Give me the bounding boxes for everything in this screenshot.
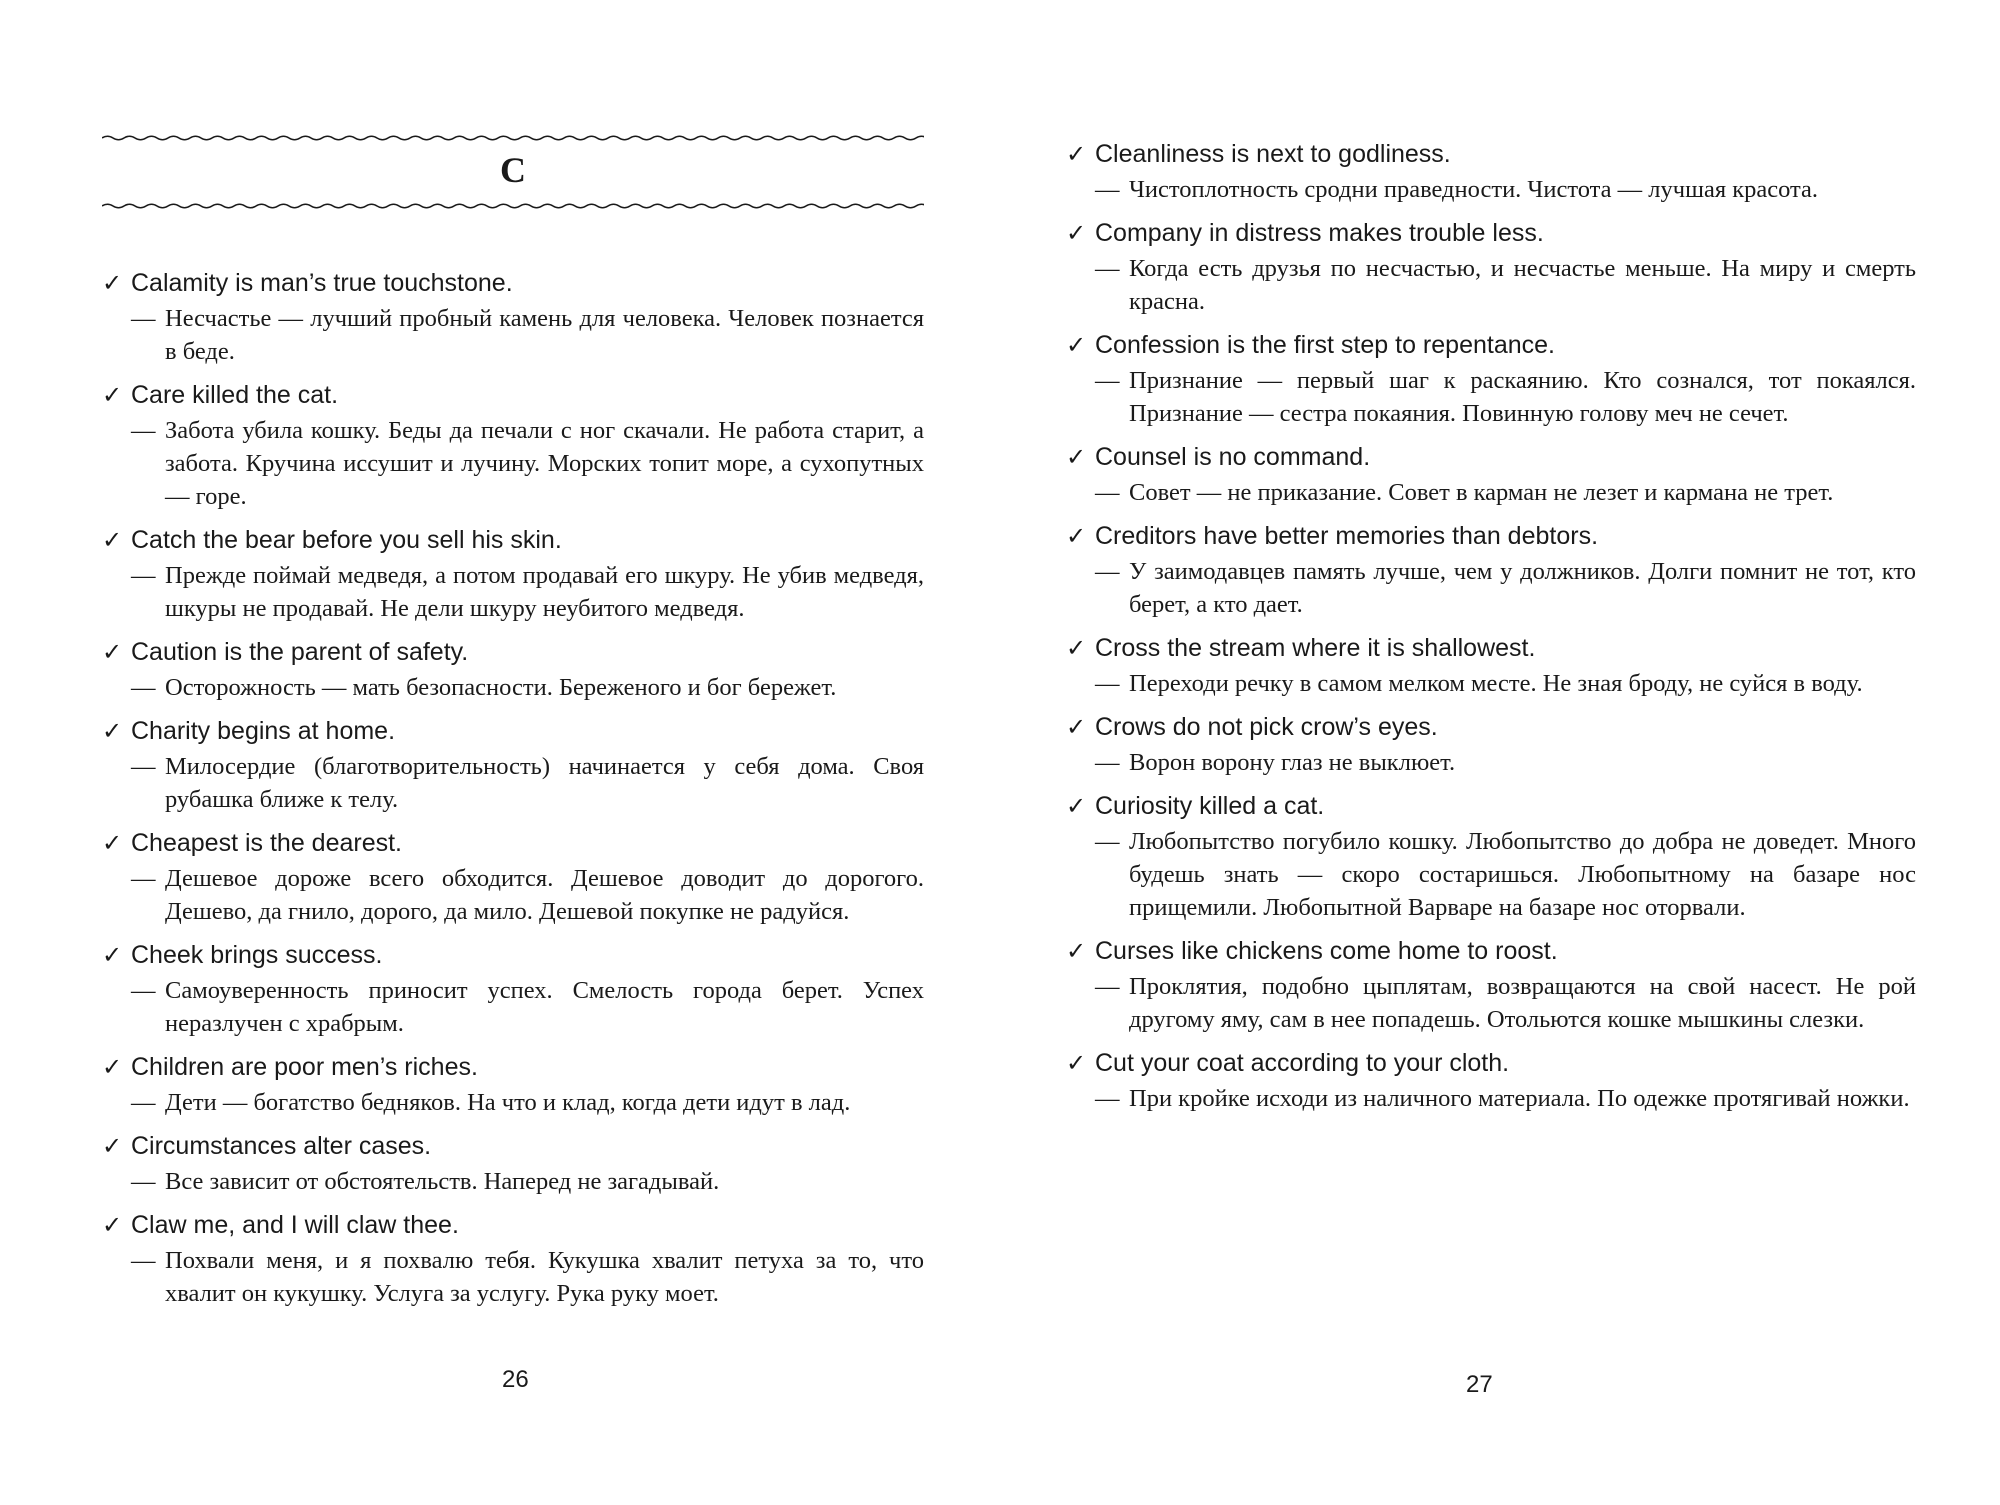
proverb-russian: [1066, 667, 1916, 700]
checkmark-icon: ✓: [102, 1054, 123, 1081]
em-dash: —: [1095, 749, 1120, 776]
proverb-english-text: Caution is the parent of safety.: [131, 638, 469, 666]
proverb-english-text: Circumstances alter cases.: [131, 1132, 432, 1160]
proverb-english: [1066, 215, 1916, 252]
proverb-english: [1066, 439, 1916, 476]
proverb-entry: [102, 1128, 924, 1198]
proverb-russian-text: Прежде поймай медведя, а потом продавай его шкуру. Не убив медведя, шкуры не продавай. Не дели шкуру неубитого медведя.: [165, 562, 924, 622]
proverb-english-text: Charity begins at home.: [131, 717, 396, 745]
em-dash: —: [131, 674, 156, 701]
proverb-russian: [102, 862, 924, 928]
em-dash: —: [1095, 558, 1120, 585]
checkmark-icon: ✓: [102, 830, 123, 857]
proverb-english-text: Catch the bear before you sell his skin.: [131, 526, 562, 554]
proverb-list-left: [102, 265, 924, 1319]
proverb-entry: [102, 265, 924, 368]
proverb-english: [1066, 518, 1916, 555]
proverb-russian: [102, 559, 924, 625]
proverb-russian-text: Похвали меня, и я похвалю тебя. Кукушка хвалит петуха за то, что хвалит он кукушку. Услуга за услугу. Рука руку моет.: [165, 1247, 924, 1307]
em-dash: —: [131, 1168, 156, 1195]
proverb-english-text: Calamity is man’s true touchstone.: [131, 269, 513, 297]
proverb-russian-text: Все зависит от обстоятельств. Наперед не загадывай.: [165, 1168, 720, 1195]
proverb-english-text: Confession is the first step to repentance.: [1095, 331, 1555, 359]
proverb-russian: [1066, 825, 1916, 924]
checkmark-icon: ✓: [1066, 444, 1087, 471]
proverb-entry: [1066, 933, 1916, 1036]
proverb-entry: [102, 1049, 924, 1119]
checkmark-icon: ✓: [102, 270, 123, 297]
proverb-english-text: Crows do not pick crow’s eyes.: [1095, 713, 1438, 741]
proverb-russian-text: Дети — богатство бедняков. На что и клад, когда дети идут в лад.: [165, 1089, 851, 1116]
proverb-entry: [1066, 215, 1916, 318]
proverb-entry: [1066, 1045, 1916, 1115]
proverb-russian: [1066, 970, 1916, 1036]
em-dash: —: [1095, 670, 1120, 697]
em-dash: —: [1095, 255, 1120, 282]
checkmark-icon: ✓: [1066, 714, 1087, 741]
proverb-russian: [102, 1165, 924, 1198]
proverb-english: [102, 634, 924, 671]
proverb-russian: [102, 1086, 924, 1119]
proverb-russian-text: Несчастье — лучший пробный камень для человека. Человек познается в беде.: [165, 305, 924, 365]
proverb-russian-text: Совет — не приказание. Совет в карман не лезет и кармана не трет.: [1129, 479, 1834, 506]
checkmark-icon: ✓: [1066, 938, 1087, 965]
proverb-entry: [102, 1207, 924, 1310]
section-header: [102, 128, 924, 216]
proverb-english: [102, 937, 924, 974]
proverb-russian-text: Дешевое дороже всего обходится. Дешевое доводит до дорогого. Дешево, да гнило, дорого, да мило. Дешевой покупке не радуйся.: [165, 865, 924, 925]
checkmark-icon: ✓: [102, 718, 123, 745]
proverb-english-text: Creditors have better memories than debtors.: [1095, 522, 1599, 550]
proverb-entry: [102, 825, 924, 928]
em-dash: —: [131, 305, 156, 332]
proverb-english-text: Cleanliness is next to godliness.: [1095, 140, 1451, 168]
wavy-divider-bottom: [102, 196, 924, 216]
proverb-english-text: Curiosity killed a cat.: [1095, 792, 1325, 820]
proverb-russian: [102, 671, 924, 704]
proverb-russian-text: Самоуверенность приносит успех. Смелость города берет. Успех неразлучен с храбрым.: [165, 977, 924, 1037]
em-dash: —: [131, 562, 156, 589]
em-dash: —: [131, 1089, 156, 1116]
proverb-english-text: Cross the stream where it is shallowest.: [1095, 634, 1536, 662]
proverb-entry: [1066, 630, 1916, 700]
checkmark-icon: ✓: [1066, 141, 1087, 168]
proverb-english-text: Curses like chickens come home to roost.: [1095, 937, 1558, 965]
proverb-english: [102, 1049, 924, 1086]
em-dash: —: [1095, 176, 1120, 203]
checkmark-icon: ✓: [1066, 220, 1087, 247]
em-dash: —: [131, 417, 156, 444]
proverb-entry: [1066, 518, 1916, 621]
proverb-english-text: Care killed the cat.: [131, 381, 339, 409]
checkmark-icon: ✓: [1066, 523, 1087, 550]
checkmark-icon: ✓: [102, 527, 123, 554]
proverb-russian-text: При кройке исходи из наличного материала. По одежке протягивай ножки.: [1129, 1085, 1910, 1112]
proverb-russian: [1066, 1082, 1916, 1115]
proverb-russian-text: У заимодавцев память лучше, чем у должников. Долги помнит не тот, кто берет, а кто дает.: [1129, 558, 1916, 618]
checkmark-icon: ✓: [102, 382, 123, 409]
proverb-russian-text: Любопытство погубило кошку. Любопытство до добра не доведет. Много будешь знать — скоро состаришься. Любопытному на базаре нос прищемили. Любопытной Варваре на базаре нос оторвали.: [1129, 828, 1916, 921]
proverb-english: [102, 825, 924, 862]
em-dash: —: [1095, 367, 1120, 394]
proverb-english: [102, 522, 924, 559]
proverb-english: [1066, 136, 1916, 173]
checkmark-icon: ✓: [1066, 635, 1087, 662]
proverb-russian: [102, 1244, 924, 1310]
proverb-entry: [1066, 788, 1916, 924]
proverb-english: [102, 1207, 924, 1244]
em-dash: —: [1095, 479, 1120, 506]
proverb-russian-text: Милосердие (благотворительность) начинается у себя дома. Своя рубашка ближе к телу.: [165, 753, 924, 813]
proverb-russian: [102, 750, 924, 816]
em-dash: —: [131, 1247, 156, 1274]
proverb-english: [102, 1128, 924, 1165]
checkmark-icon: ✓: [102, 639, 123, 666]
proverb-entry: [102, 522, 924, 625]
proverb-entry: [102, 713, 924, 816]
checkmark-icon: ✓: [102, 1133, 123, 1160]
proverb-entry: [102, 377, 924, 513]
proverb-russian: [102, 302, 924, 368]
proverb-russian: [102, 414, 924, 513]
em-dash: —: [131, 865, 156, 892]
checkmark-icon: ✓: [1066, 793, 1087, 820]
proverb-russian: [1066, 173, 1916, 206]
proverb-english: [1066, 709, 1916, 746]
proverb-english-text: Cheapest is the dearest.: [131, 829, 402, 857]
proverb-russian: [1066, 746, 1916, 779]
proverb-russian-text: Осторожность — мать безопасности. Береженого и бог бережет.: [165, 674, 837, 701]
proverb-english-text: Counsel is no command.: [1095, 443, 1371, 471]
proverb-english: [102, 265, 924, 302]
checkmark-icon: ✓: [102, 942, 123, 969]
proverb-english: [102, 713, 924, 750]
proverb-english: [1066, 327, 1916, 364]
proverb-entry: [102, 634, 924, 704]
em-dash: —: [131, 753, 156, 780]
proverb-russian-text: Чистоплотность сродни праведности. Чистота — лучшая красота.: [1129, 176, 1819, 203]
proverb-russian-text: Признание — первый шаг к раскаянию. Кто сознался, тот покаялся. Признание — сестра покаяния. Повинную голову меч не сечет.: [1129, 367, 1916, 427]
proverb-english: [1066, 933, 1916, 970]
page-number: 27: [1466, 1371, 1493, 1398]
proverb-english: [1066, 1045, 1916, 1082]
page-number: 26: [502, 1366, 529, 1393]
proverb-entry: [1066, 439, 1916, 509]
em-dash: —: [1095, 828, 1120, 855]
checkmark-icon: ✓: [102, 1212, 123, 1239]
proverb-russian: [1066, 476, 1916, 509]
checkmark-icon: ✓: [1066, 332, 1087, 359]
section-letter: C: [500, 150, 526, 190]
proverb-russian: [1066, 364, 1916, 430]
checkmark-icon: ✓: [1066, 1050, 1087, 1077]
proverb-russian: [1066, 252, 1916, 318]
proverb-english-text: Children are poor men’s riches.: [131, 1053, 478, 1081]
em-dash: —: [131, 977, 156, 1004]
proverb-english: [1066, 630, 1916, 667]
proverb-list-right: [1066, 136, 1916, 1124]
proverb-english-text: Company in distress makes trouble less.: [1095, 219, 1544, 247]
proverb-russian: [1066, 555, 1916, 621]
proverb-english: [1066, 788, 1916, 825]
proverb-russian-text: Ворон ворону глаз не выклюет.: [1129, 749, 1456, 776]
proverb-entry: [1066, 327, 1916, 430]
proverb-russian: [102, 974, 924, 1040]
proverb-english-text: Cheek brings success.: [131, 941, 383, 969]
em-dash: —: [1095, 1085, 1120, 1112]
proverb-russian-text: Проклятия, подобно цыплятам, возвращаются на свой насест. Не рой другому яму, сам в нее попадешь. Отольются кошке мышкины слезки.: [1129, 973, 1916, 1033]
left-page: [102, 0, 924, 1505]
proverb-russian-text: Когда есть друзья по несчастью, и несчастье меньше. На миру и смерть красна.: [1129, 255, 1916, 315]
em-dash: —: [1095, 973, 1120, 1000]
proverb-entry: [102, 937, 924, 1040]
wavy-divider-top: [102, 128, 924, 148]
proverb-english-text: Cut your coat according to your cloth.: [1095, 1049, 1510, 1077]
proverb-entry: [1066, 136, 1916, 206]
proverb-english-text: Claw me, and I will claw thee.: [131, 1211, 459, 1239]
proverb-russian-text: Забота убила кошку. Беды да печали с ног скачали. Не работа старит, а забота. Кручина иссушит и лучину. Морских топит море, а сухопутных — горе.: [165, 417, 924, 510]
proverb-entry: [1066, 709, 1916, 779]
proverb-english: [102, 377, 924, 414]
right-page: [1066, 0, 1916, 1505]
proverb-russian-text: Переходи речку в самом мелком месте. Не зная броду, не суйся в воду.: [1129, 670, 1863, 697]
